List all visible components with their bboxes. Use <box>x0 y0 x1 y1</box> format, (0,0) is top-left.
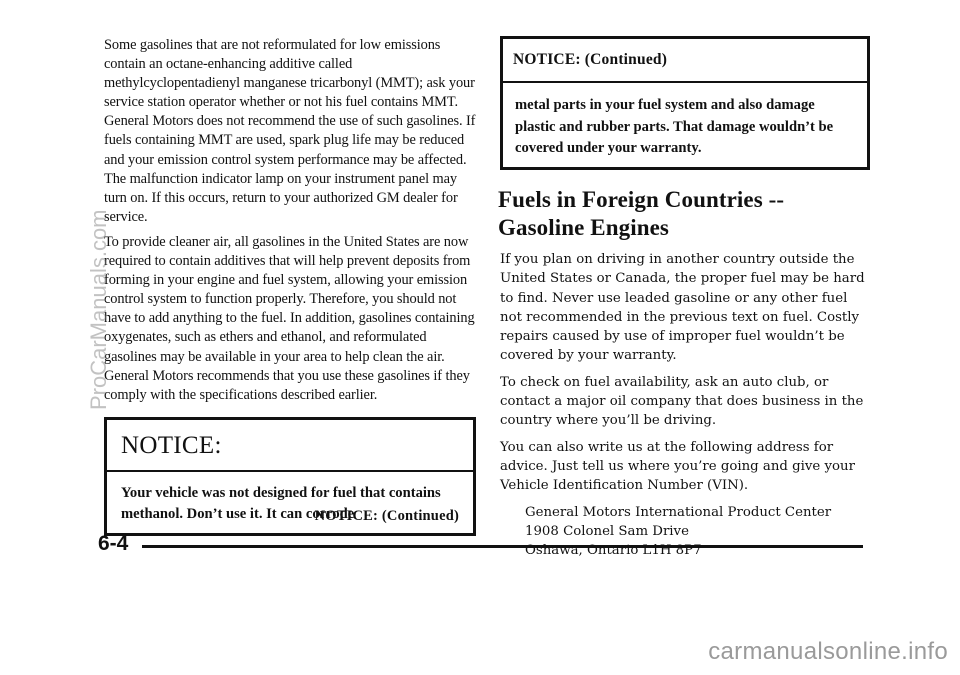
mmt-paragraph: Some gasolines that are not reformulated for low emissions contain an octane-enhancing additive called methylcyclopentadienyl manganese tricarbonyl (MMT); ask your service station operator whether or not his fuel contains MMT. General Motors does not recommend the use of such gasolines. If fuels containing MMT are used, spark plug life may be reduced and your emission control system performance may be affected. The malfunction indicator lamp on your instrument panel may turn on. If this occurs, return to your authorized GM dealer for service. <box>104 37 476 225</box>
address-line: Oshawa, Ontario L1H 8P7 <box>525 543 702 559</box>
notice-title: NOTICE: <box>121 431 222 459</box>
bottom-watermark: carmanualsonline.info <box>708 638 948 665</box>
address-line: 1908 Colonel Sam Drive <box>525 523 689 539</box>
notice-body: Your vehicle was not designed for fuel that contains methanol. Don’t use it. It can corrode <box>121 484 441 523</box>
notice-continued-body: metal parts in your fuel system and also damage plastic and rubber parts. That damage wouldn’t be covered under your warranty. <box>515 97 834 156</box>
address-line: General Motors International Product Center <box>525 504 832 520</box>
continued-notice-box <box>500 36 870 170</box>
foreign-travel-paragraph: If you plan on driving in another country outside the United States or Canada, the proper fuel may be hard to find. Never use leaded gasoline or any other fuel not recommended in the previous text on fuel. Costly repairs caused by use of improper fuel wouldn’t be covered by your warranty. <box>500 252 865 364</box>
left-column <box>104 36 476 536</box>
page-number: 6-4 <box>98 532 129 555</box>
write-us-paragraph: You can also write us at the following address for advice. Just tell us where you’re going and give your Vehicle Identification Number (VIN). <box>500 439 855 494</box>
fuel-availability-paragraph: To check on fuel availability, ask an auto club, or contact a major oil company that does business in the country where you’ll be driving. <box>500 374 864 429</box>
side-watermark: ProCarManuals.com <box>86 209 111 410</box>
page-footer <box>98 532 863 556</box>
footer-rule <box>142 545 863 548</box>
section-heading: Fuels in Foreign Countries -- Gasoline Engines <box>498 187 785 240</box>
right-column <box>500 36 870 560</box>
notice-continued-label: NOTICE: (Continued) <box>314 507 459 524</box>
methanol-notice-box <box>104 417 476 536</box>
notice-continued-title: NOTICE: (Continued) <box>513 51 668 68</box>
cleaner-air-paragraph: To provide cleaner air, all gasolines in the United States are now required to contain additives that will help prevent deposits from forming in your engine and fuel system, allowing your emission control system to function properly. Therefore, you should not have to add anything to the fuel. In addition, gasolines containing oxygenates, such as ethers and ethanol, and reformulated gasolines may be available in your area to help clean the air. General Motors recommends that you use these gasolines if they comply with the specifications described earlier. <box>104 233 475 403</box>
